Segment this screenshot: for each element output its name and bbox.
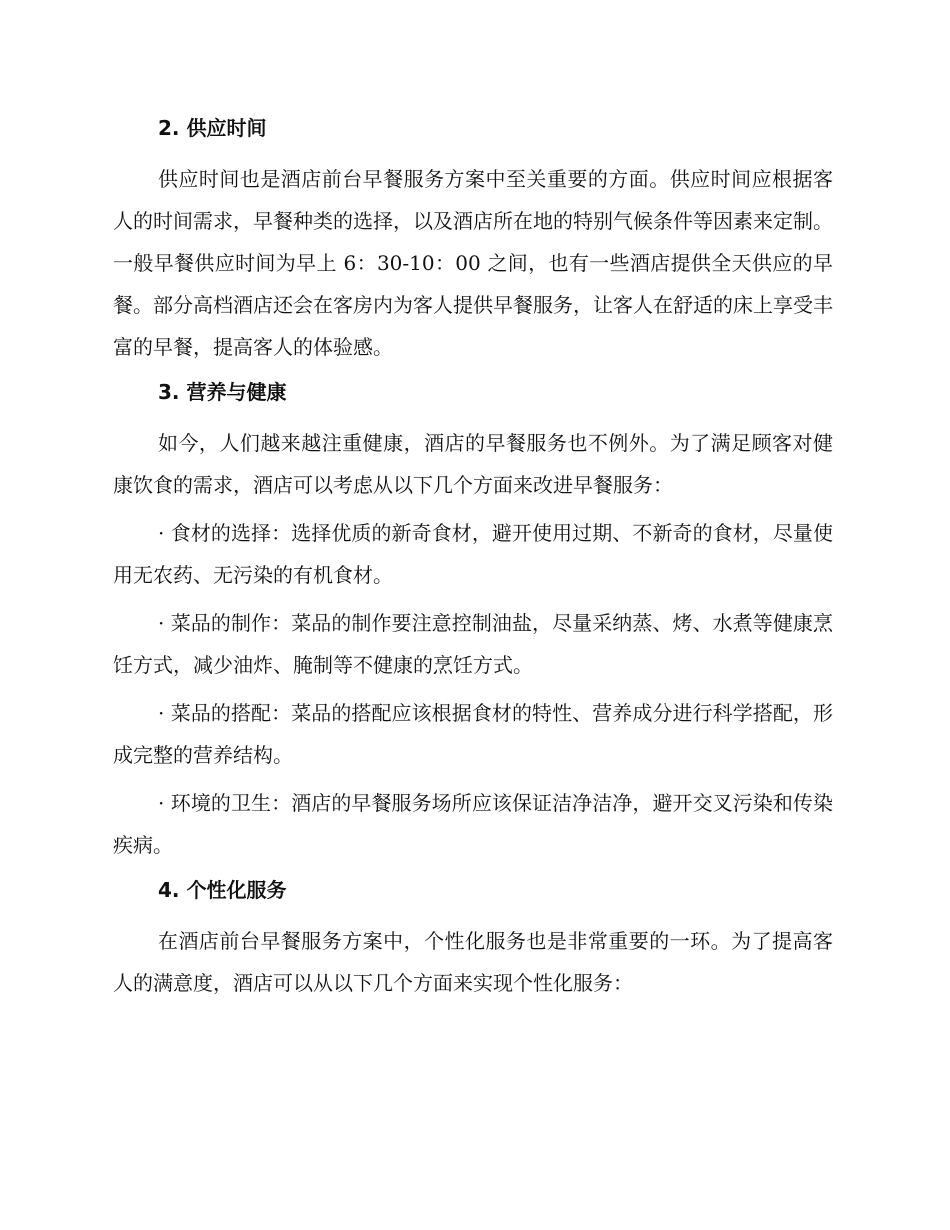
paragraph: 在酒店前台早餐服务方案中，个性化服务也是非常重要的一环。为了提高客人的满意度，酒店可以从以下几个方面来实现个性化服务： (113, 929, 833, 995)
paragraph: 如今，人们越来越注重健康，酒店的早餐服务也不例外。为了满足顾客对健康饮食的需求，酒店可以考虑从以下几个方面来改进早餐服务： (113, 431, 833, 497)
section-heading-personalized-service: 4. 个性化服务 (158, 878, 287, 902)
document-page (113, 110, 833, 1010)
section-heading-nutrition-health: 3. 营养与健康 (158, 380, 287, 404)
list-item: · 环境的卫生：酒店的早餐服务场所应该保证洁净洁净，避开交叉污染和传染疾病。 (113, 791, 833, 857)
list-item: · 菜品的制作：菜品的制作要注意控制油盐，尽量采纳蒸、烤、水煮等健康烹饪方式，减少油炸、腌制等不健康的烹饪方式。 (113, 611, 833, 677)
paragraph: 供应时间也是酒店前台早餐服务方案中至关重要的方面。供应时间应根据客人的时间需求，早餐种类的选择，以及酒店所在地的特别气候条件等因素来定制。一般早餐供应时间为早上 6：30-10：00 之间，也有一些酒店提供全天供应的早餐。部分高档酒店还会在客房内为客人提供早餐服务，让客人在舒适的床上享受丰富的早餐，提高客人的体验感。 (113, 167, 833, 359)
section-heading-supply-time: 2. 供应时间 (158, 116, 267, 140)
list-item: · 食材的选择：选择优质的新奇食材，避开使用过期、不新奇的食材，尽量使用无农药、无污染的有机食材。 (113, 521, 833, 587)
list-item: · 菜品的搭配：菜品的搭配应该根据食材的特性、营养成分进行科学搭配，形成完整的营养结构。 (113, 701, 833, 767)
